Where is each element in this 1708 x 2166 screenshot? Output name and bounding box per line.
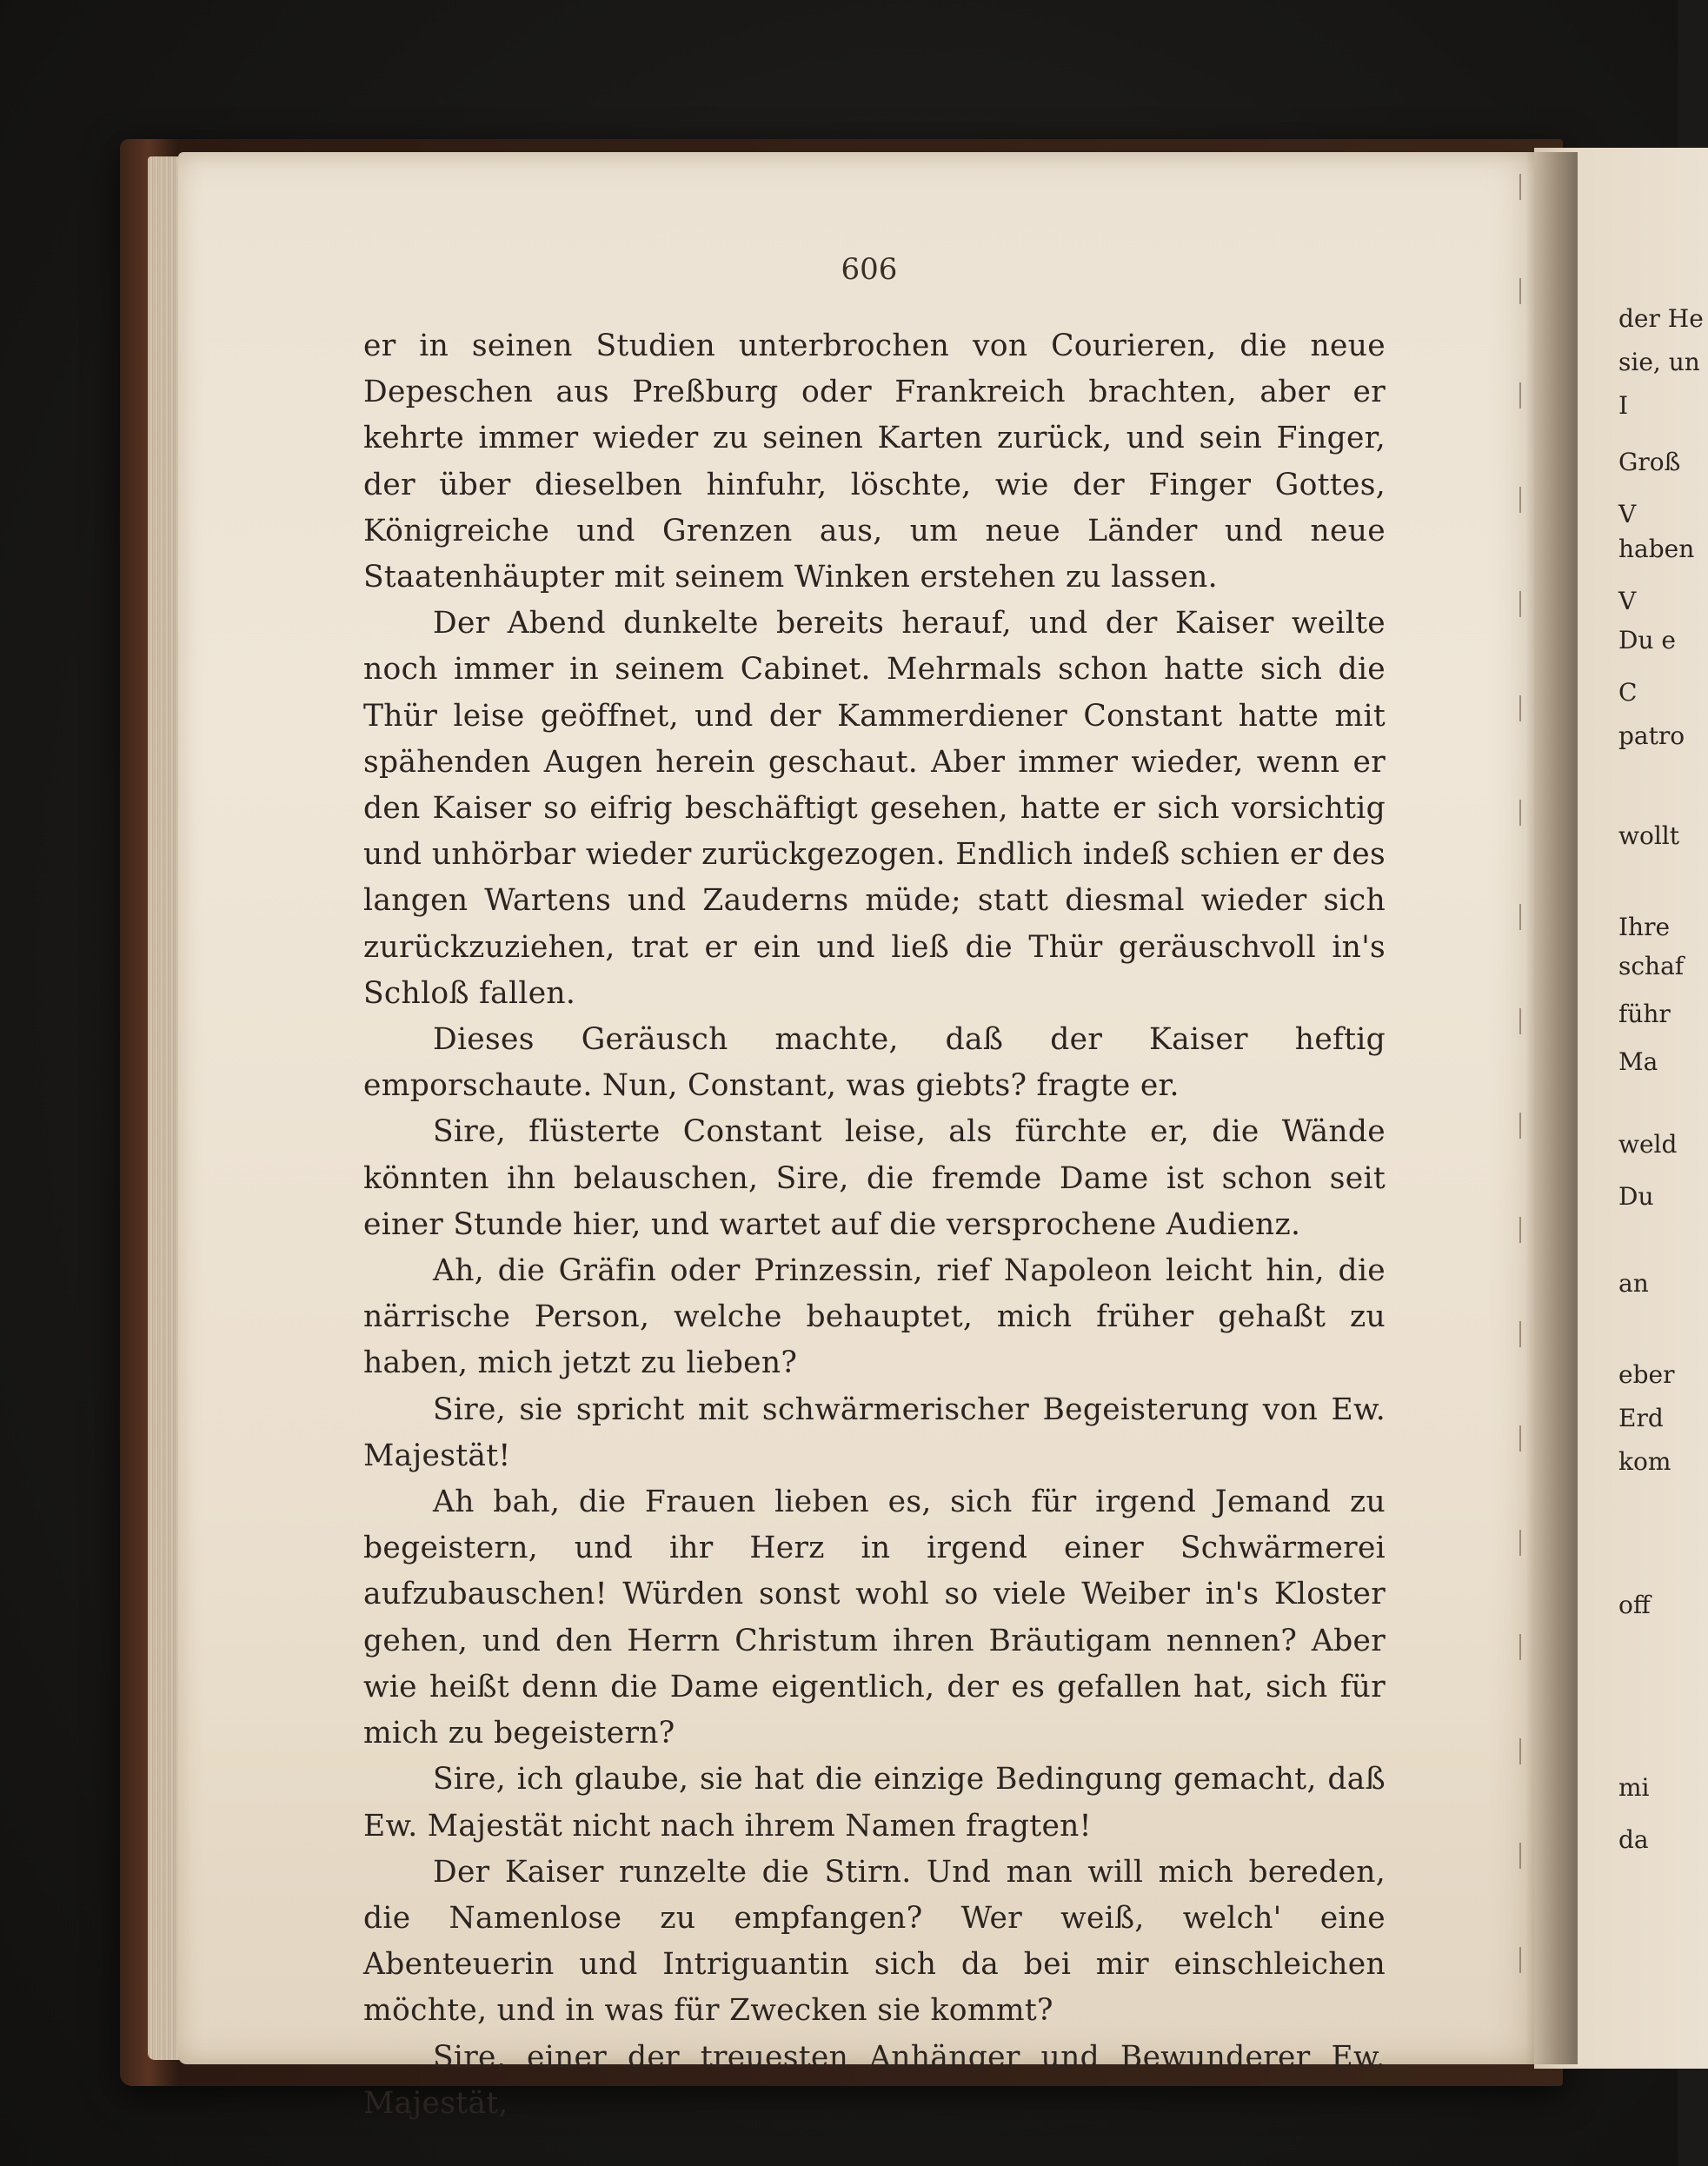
paragraph: Sire, einer der treuesten Anhänger und Bewunderer Ew. Majestät,	[363, 2039, 1386, 2121]
right-page-fragment: kom	[1618, 1447, 1671, 1476]
paragraph: Dieses Geräusch machte, daß der Kaiser heftig emporschaute. Nun, Constant, was giebts? fragte er.	[363, 1022, 1386, 1104]
right-page-fragment: der He	[1618, 304, 1704, 333]
right-page-fragment: Ihre	[1618, 913, 1671, 941]
right-page-fragment: V	[1618, 587, 1637, 615]
page-text	[363, 323, 1386, 2127]
right-page-fragment: Groß	[1618, 448, 1681, 476]
paragraph: Sire, sie spricht mit schwärmerischer Begeisterung von Ew. Majestät!	[363, 1392, 1386, 1473]
paragraph: Ah, die Gräfin oder Prinzessin, rief Napoleon leicht hin, die närrische Person, welche behauptet, mich früher gehaßt zu haben, mich jetzt zu lieben?	[363, 1253, 1386, 1381]
paragraph: Sire, ich glaube, sie hat die einzige Bedingung gemacht, daß Ew. Majestät nicht nach ihrem Namen fragten!	[363, 1762, 1386, 1844]
right-page-fragment: Ma	[1618, 1047, 1658, 1076]
right-page-fragment: patro	[1618, 721, 1685, 750]
right-page-fragment: weld	[1618, 1130, 1678, 1159]
right-page-fragment: mi	[1618, 1773, 1650, 1802]
right-page-fragment: Erd	[1618, 1404, 1664, 1432]
right-page-fragment: führ	[1618, 1000, 1671, 1028]
paragraph: er in seinen Studien unterbrochen von Courieren, die neue Depeschen aus Preßburg oder Frankreich brachten, aber er kehrte immer wieder zu seinen Karten zurück, und sein Finger, der über dieselben hinfuhr, löschte, wie der Finger Gottes, Königreiche und Grenzen aus, um neue Länder und neue Staatenhäupter mit seinem Winken erstehen zu lassen.	[363, 329, 1386, 595]
right-page-fragment: da	[1618, 1825, 1649, 1854]
page-number: 606	[841, 252, 898, 287]
paragraph: Der Kaiser runzelte die Stirn. Und man will mich bereden, die Namenlose zu empfangen? Wer weiß, welch' eine Abenteuerin und Intriguantin sich da bei mir einschleichen möchte, und in was für Zwecken sie kommt?	[363, 1854, 1386, 2029]
binding-thread	[1519, 174, 1521, 1999]
right-page-fragment: haben	[1618, 535, 1695, 563]
paragraph: Der Abend dunkelte bereits herauf, und der Kaiser weilte noch immer in seinem Cabinet. Mehrmals schon hatte sich die Thür leise geöffnet, und der Kammerdiener Constant hatte mit spähenden Augen herein geschaut. Aber immer wieder, wenn er den Kaiser so eifrig beschäftigt gesehen, hatte er sich vorsichtig und unhörbar wieder zurückgezogen. Endlich indeß schien er des langen Wartens und Zauderns müde; statt diesmal wieder sich zurückzuziehen, trat er ein und ließ die Thür geräuschvoll in's Schloß fallen.	[363, 606, 1386, 1011]
right-page-fragment: I	[1618, 391, 1629, 420]
right-page-fragment: off	[1618, 1591, 1651, 1619]
right-page-fragment: wollt	[1618, 821, 1679, 850]
paragraph: Sire, flüsterte Constant leise, als fürchte er, die Wände könnten ihn belauschen, Sire, die fremde Dame ist schon seit einer Stunde hier, und wartet auf die versprochene Audienz.	[363, 1114, 1386, 1242]
right-page-fragment: eber	[1618, 1360, 1675, 1389]
right-page-fragment: Du	[1618, 1182, 1654, 1211]
paragraph: Ah bah, die Frauen lieben es, sich für irgend Jemand zu begeistern, und ihr Herz in irgend einer Schwärmerei aufzubauschen! Würden sonst wohl so viele Weiber in's Kloster gehen, und den Herrn Christum ihren Bräutigam nennen? Aber wie heißt denn die Dame eigentlich, der es gefallen hat, sich für mich zu begeistern?	[363, 1485, 1386, 1751]
right-page-fragment: sie, un	[1618, 348, 1700, 376]
right-page-fragment: schaf	[1618, 952, 1685, 980]
right-page-fragment: V	[1618, 500, 1637, 528]
right-page-fragment: an	[1618, 1269, 1649, 1298]
book-gutter	[1525, 152, 1578, 2064]
right-page-fragment: Du e	[1618, 626, 1676, 654]
right-page-fragment: C	[1618, 678, 1638, 707]
